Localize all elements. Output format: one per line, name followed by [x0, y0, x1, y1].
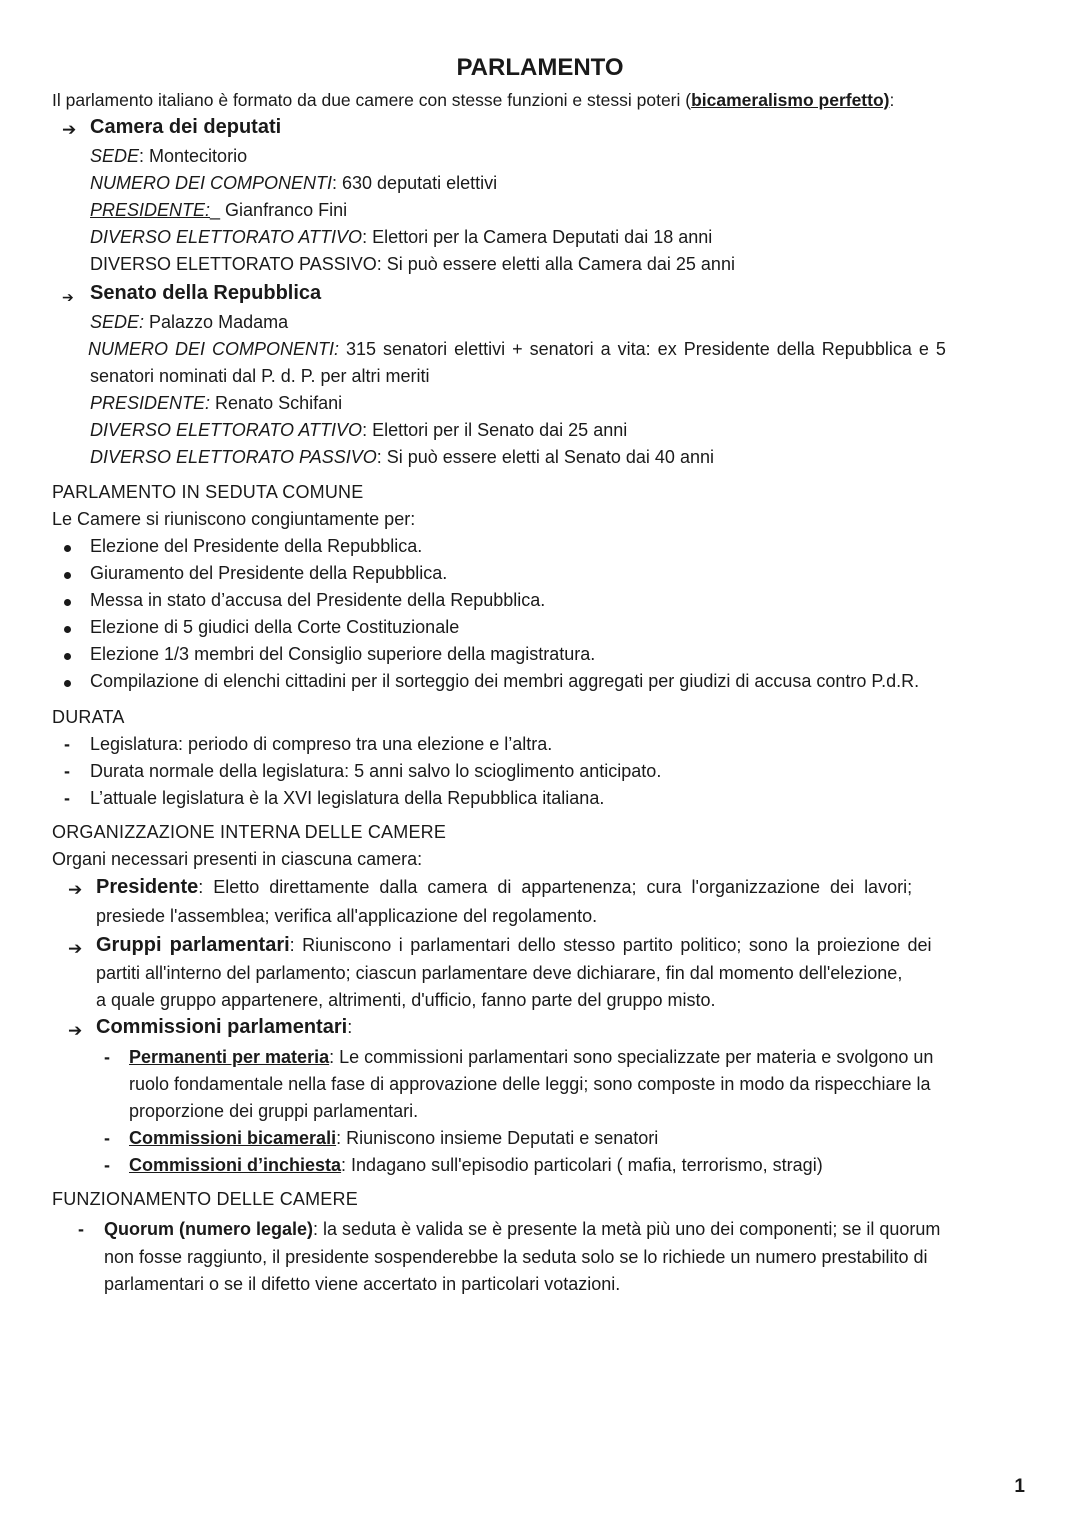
list-item: Giuramento del Presidente della Repubblica. [90, 563, 448, 583]
intro-end: : [889, 90, 895, 110]
list-item: Elezione del Presidente della Repubblica. [90, 536, 423, 556]
seduta-comune-intro: Le Camere si riuniscono congiuntamente per: [52, 509, 416, 529]
quorum-item: Quorum (numero legale): la seduta è valida se è presente la metà più uno dei componenti; se il quorum [104, 1219, 941, 1239]
page-title: PARLAMENTO [456, 54, 624, 81]
list-item: Elezione 1/3 membri del Consiglio superiore della magistratura. [90, 644, 596, 664]
organizzazione-intro: Organi necessari presenti in ciascuna camera: [52, 849, 423, 869]
arrow-bullet-icon: ➔ [62, 120, 77, 139]
dash-bullet: - [78, 1219, 84, 1239]
list-item: L’attuale legislatura è la XVI legislatura della Repubblica italiana. [90, 788, 605, 808]
dash-bullet: - [64, 761, 70, 781]
bullet-dot-icon [64, 545, 71, 552]
camera-heading: Camera dei deputati [90, 116, 282, 138]
arrow-bullet-icon: ➔ [62, 289, 74, 305]
camera-attivo: DIVERSO ELETTORATO ATTIVO: Elettori per la Camera Deputati dai 18 anni [90, 227, 713, 247]
dash-bullet: - [64, 788, 70, 808]
bullet-dot-icon [64, 599, 71, 606]
list-item: Legislatura: periodo di compreso tra una elezione e l’altra. [90, 734, 553, 754]
durata-heading: DURATA [52, 707, 125, 727]
senato-numero: NUMERO DEI COMPONENTI: 315 senatori elettivi + senatori a vita: ex Presidente della Repubblica e 5 [88, 339, 946, 359]
arrow-bullet-icon: ➔ [68, 880, 83, 899]
list-item: Messa in stato d’accusa del Presidente della Repubblica. [90, 590, 546, 610]
presidente-item: Presidente: Eletto direttamente dalla camera di appartenenza; cura l'organizzazione dei lavori; [96, 876, 913, 898]
dash-bullet: - [104, 1155, 110, 1175]
camera-sede: SEDE: Montecitorio [90, 146, 248, 166]
permanenti-item-cont: proporzione dei gruppi parlamentari. [129, 1101, 419, 1121]
senato-presidente: PRESIDENTE: Renato Schifani [90, 393, 343, 413]
senato-numero-cont: senatori nominati dal P. d. P. per altri meriti [90, 366, 430, 386]
organizzazione-heading: ORGANIZZAZIONE INTERNA DELLE CAMERE [52, 822, 447, 842]
presidente-item-cont: presiede l'assemblea; verifica all'applicazione del regolamento. [96, 906, 598, 926]
intro-text: Il parlamento italiano è formato da due camere con stesse funzioni e stessi poteri ( [52, 90, 692, 110]
permanenti-item: Permanenti per materia: Le commissioni parlamentari sono specializzate per materia e svolgono un [129, 1047, 934, 1067]
quorum-item-cont: parlamentari o se il difetto viene accertato in particolari votazioni. [104, 1274, 621, 1294]
arrow-bullet-icon: ➔ [68, 939, 83, 958]
gruppi-item: Gruppi parlamentari: Riuniscono i parlamentari dello stesso partito politico; sono la proiezione dei [96, 934, 932, 956]
senato-sede: SEDE: Palazzo Madama [90, 312, 289, 332]
arrow-bullet-icon: ➔ [68, 1021, 83, 1040]
senato-passivo: DIVERSO ELETTORATO PASSIVO: Si può essere eletti al Senato dai 40 anni [90, 447, 714, 467]
dash-bullet: - [104, 1047, 110, 1067]
page-number: 1 [1014, 1476, 1025, 1497]
funzionamento-heading: FUNZIONAMENTO DELLE CAMERE [52, 1189, 358, 1209]
intro-paragraph [52, 87, 894, 114]
list-item: Durata normale della legislatura: 5 anni salvo lo scioglimento anticipato. [90, 761, 662, 781]
list-item: Compilazione di elenchi cittadini per il sorteggio dei membri aggregati per giudizi di accusa contro P.d.R. [90, 671, 920, 691]
inchiesta-item: Commissioni d’inchiesta: Indagano sull'episodio particolari ( mafia, terrorismo, stragi) [129, 1155, 823, 1175]
gruppi-item-cont: a quale gruppo appartenere, altrimenti, d'ufficio, fanno parte del gruppo misto. [96, 990, 716, 1010]
bicamerali-item: Commissioni bicamerali: Riuniscono insieme Deputati e senatori [129, 1128, 659, 1148]
commissioni-item: Commissioni parlamentari: [96, 1016, 353, 1038]
bullet-dot-icon [64, 653, 71, 660]
camera-passivo: DIVERSO ELETTORATO PASSIVO: Si può essere eletti alla Camera dai 25 anni [90, 254, 735, 274]
senato-attivo: DIVERSO ELETTORATO ATTIVO: Elettori per il Senato dai 25 anni [90, 420, 628, 440]
bullet-dot-icon [64, 626, 71, 633]
gruppi-item-cont: partiti all'interno del parlamento; ciascun parlamentare deve dichiarare, fin dal momento dell'elezione, [96, 963, 903, 983]
senato-heading: Senato della Repubblica [90, 282, 322, 304]
quorum-item-cont: non fosse raggiunto, il presidente sospenderebbe la seduta solo se lo richiede un numero prestabilito di [104, 1247, 928, 1267]
bullet-dot-icon [64, 572, 71, 579]
list-item: Elezione di 5 giudici della Corte Costituzionale [90, 617, 460, 637]
permanenti-item-cont: ruolo fondamentale nella fase di approvazione delle leggi; sono composte in modo da rispecchiare la [129, 1074, 931, 1094]
intro-highlight: bicameralismo perfetto) [691, 90, 890, 110]
bullet-dot-icon [64, 680, 71, 687]
camera-presidente: PRESIDENTE:_ Gianfranco Fini [90, 200, 348, 220]
camera-numero: NUMERO DEI COMPONENTI: 630 deputati elettivi [90, 173, 498, 193]
dash-bullet: - [104, 1128, 110, 1148]
seduta-comune-heading: PARLAMENTO IN SEDUTA COMUNE [52, 482, 364, 502]
dash-bullet: - [64, 734, 70, 754]
